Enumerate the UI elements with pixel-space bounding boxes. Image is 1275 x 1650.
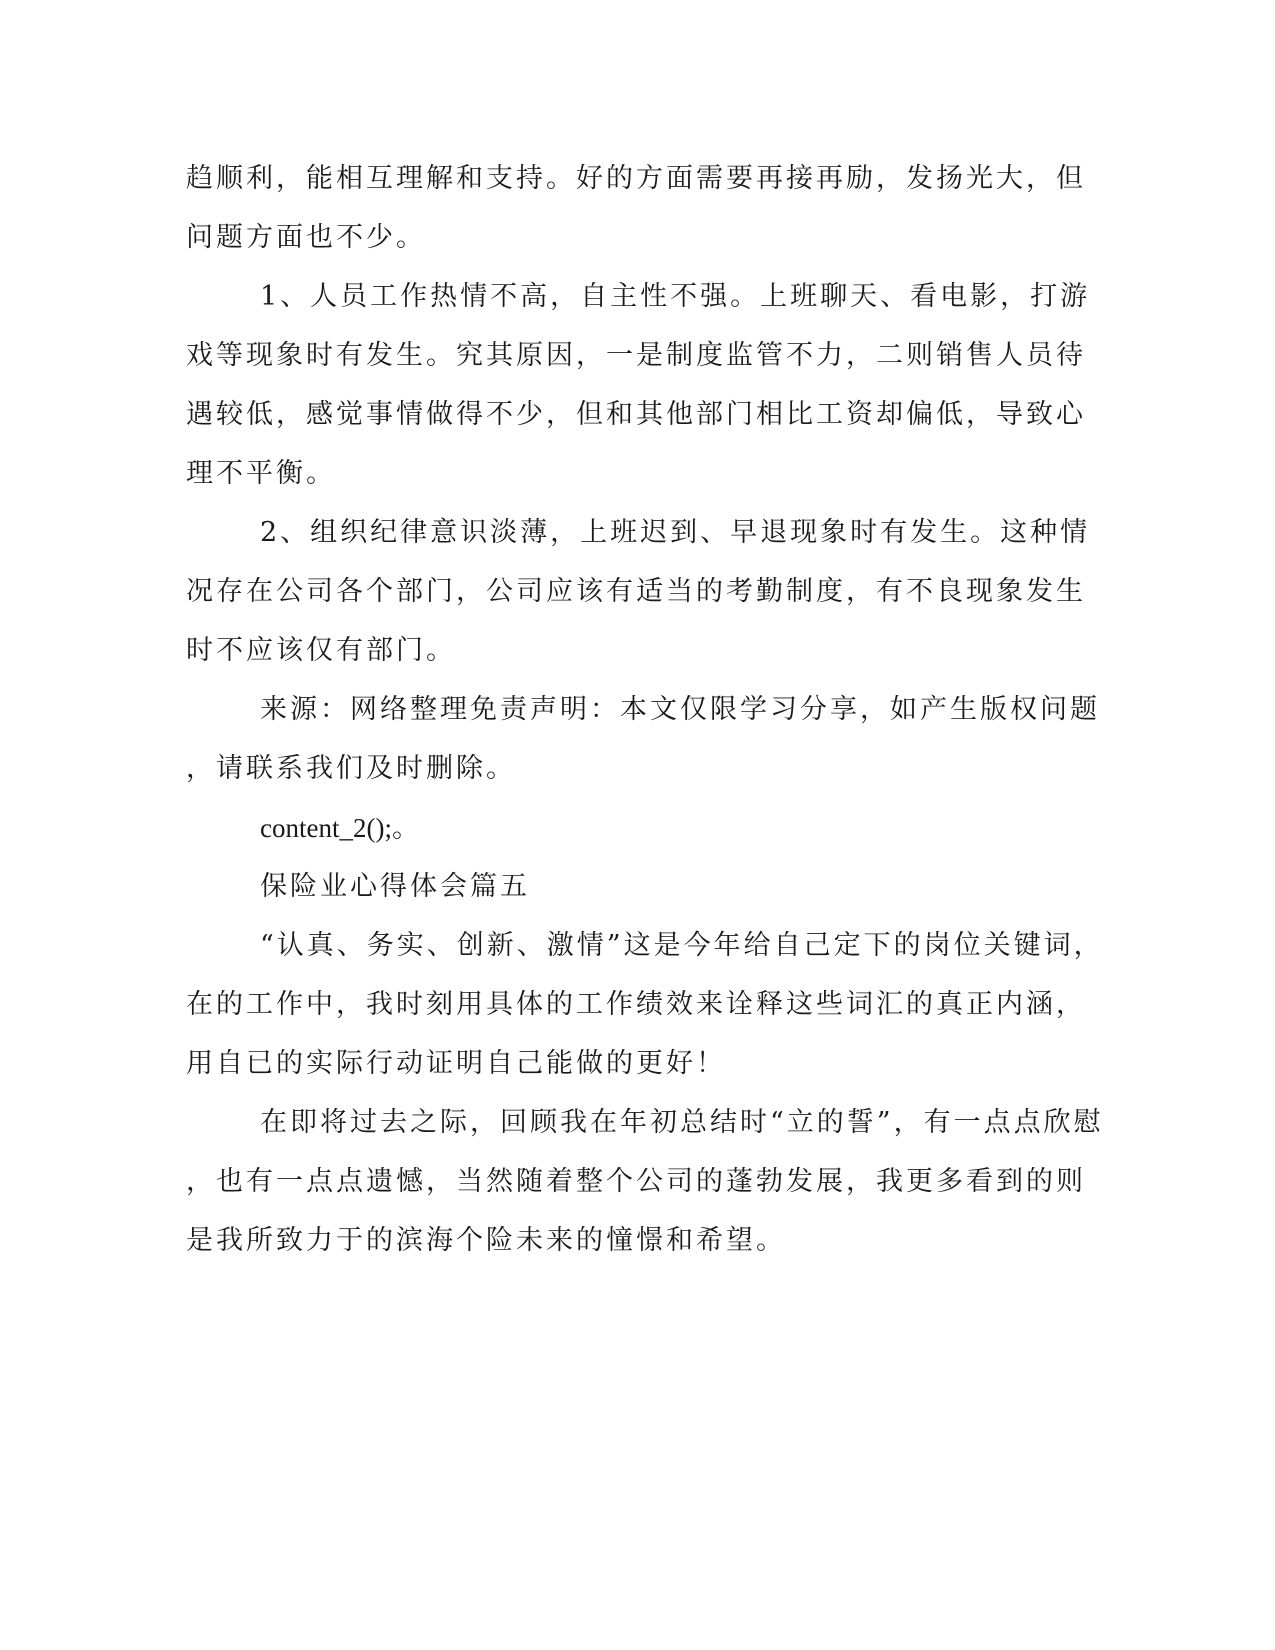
text-line: content_2();。	[260, 813, 419, 843]
text-line: 2、组织纪律意识淡薄，上班迟到、早退现象时有发生。这种情	[260, 517, 1091, 548]
text-line: ，也有一点点遗憾，当然随着整个公司的蓬勃发展，我更多看到的则	[186, 1166, 1086, 1197]
text-line: 用自已的实际行动证明自己能做的更好！	[186, 1048, 726, 1079]
text-line: 况存在公司各个部门，公司应该有适当的考勤制度，有不良现象发生	[186, 576, 1086, 607]
text-line: ，请联系我们及时删除。	[186, 753, 516, 784]
text-line: 在即将过去之际，回顾我在年初总结时“立的誓”，有一点点欣慰	[260, 1107, 1104, 1138]
text-line: 理不平衡。	[186, 458, 336, 489]
text-line: 问题方面也不少。	[186, 222, 426, 253]
text-line: 是我所致力于的滨海个险未来的憧憬和希望。	[186, 1225, 786, 1256]
text-line: 趋顺利，能相互理解和支持。好的方面需要再接再励，发扬光大，但	[186, 163, 1086, 194]
text-line: “认真、务实、创新、激情”这是今年给自己定下的岗位关键词，	[260, 930, 1104, 961]
text-line: 戏等现象时有发生。究其原因，一是制度监管不力，二则销售人员待	[186, 340, 1086, 371]
text-line: 来源：网络整理免责声明：本文仅限学习分享，如产生版权问题	[260, 694, 1100, 725]
section-heading: 保险业心得体会篇五	[260, 871, 530, 902]
text-line: 1、人员工作热情不高，自主性不强。上班聊天、看电影，打游	[260, 281, 1091, 312]
text-line: 在的工作中，我时刻用具体的工作绩效来诠释这些词汇的真正内涵，	[186, 989, 1086, 1020]
text-line: 遇较低，感觉事情做得不少，但和其他部门相比工资却偏低，导致心	[186, 399, 1086, 430]
text-line: 时不应该仅有部门。	[186, 635, 456, 666]
